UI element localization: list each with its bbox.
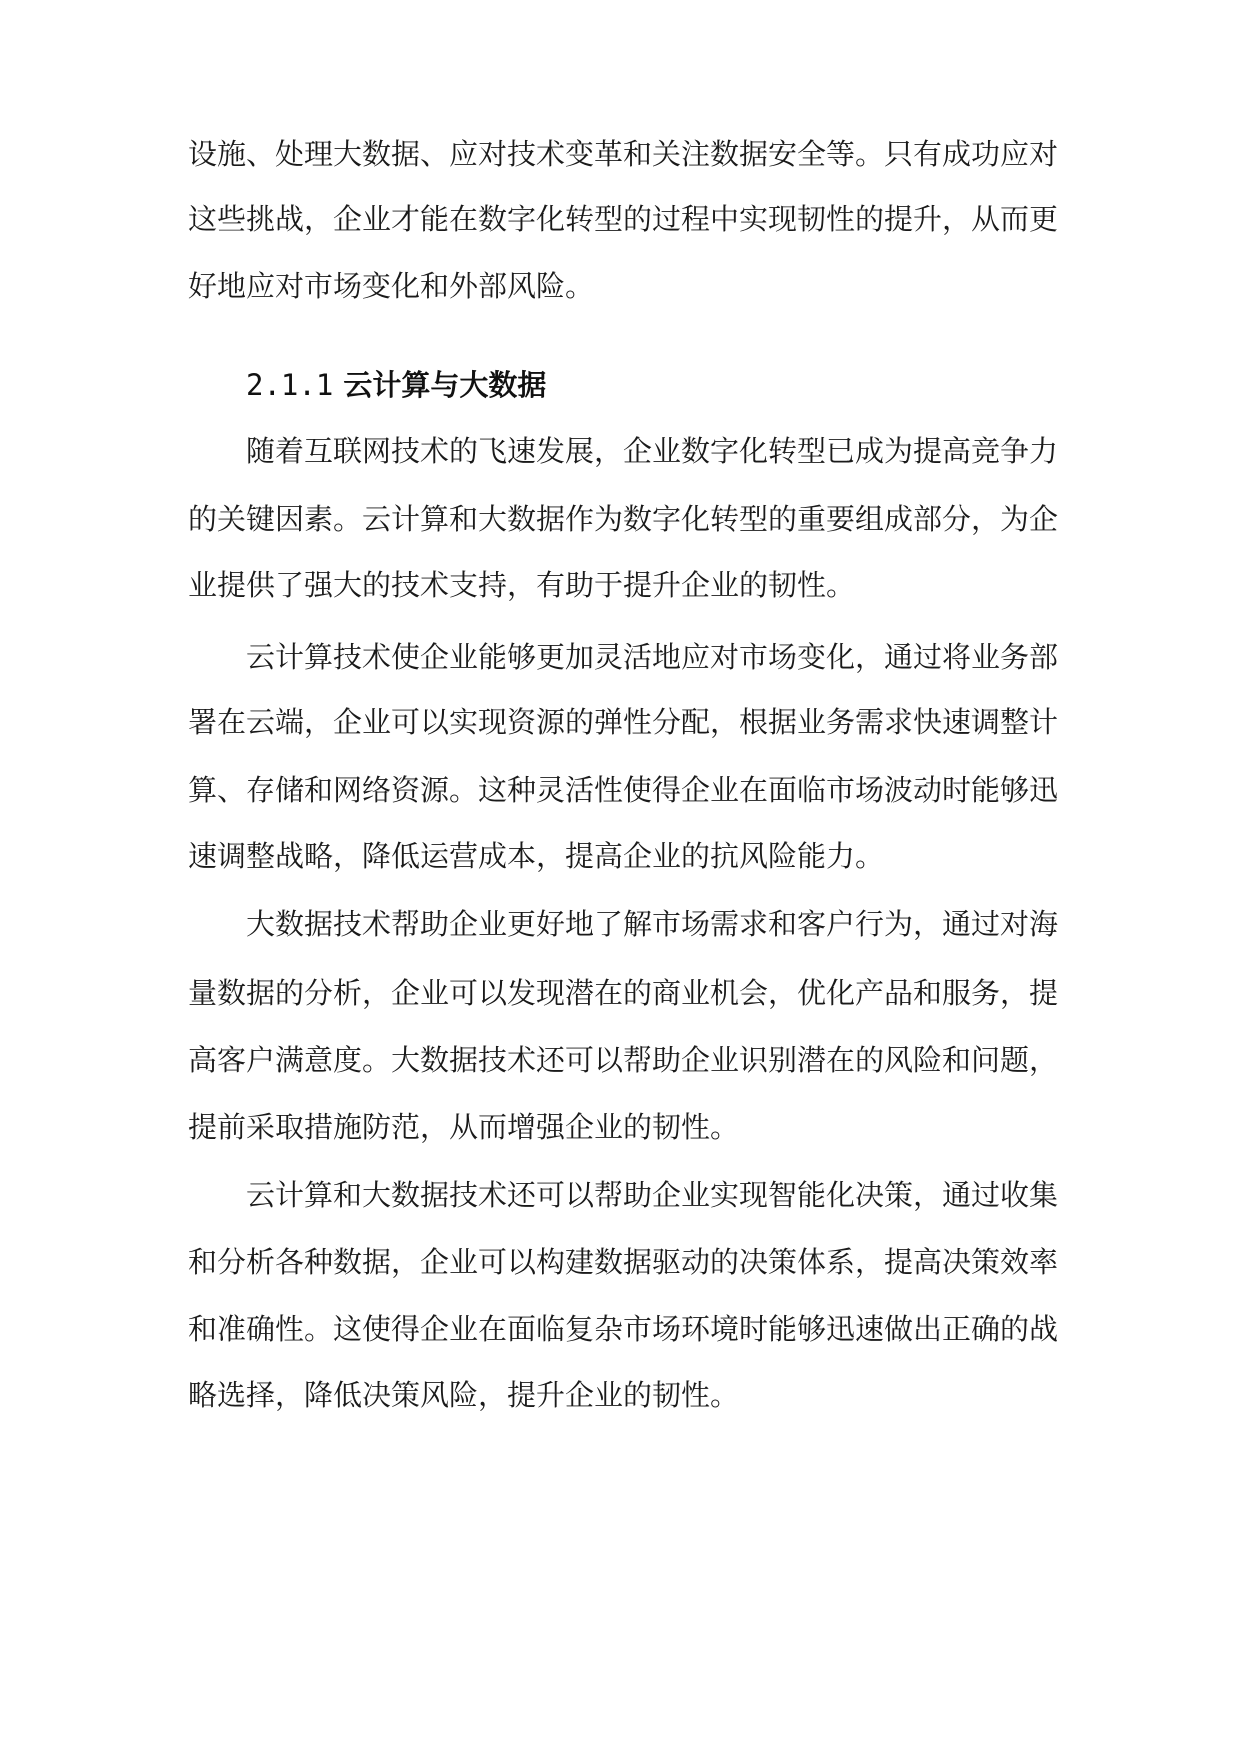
paragraph-1-line-3: 业提供了强大的技术支持，有助于提升企业的韧性。 xyxy=(188,568,856,602)
paragraph-3-line-3: 高客户满意度。大数据技术还可以帮助企业识别潜在的风险和问题， xyxy=(188,1043,1059,1077)
paragraph-4-line-1: 云计算和大数据技术还可以帮助企业实现智能化决策，通过收集 xyxy=(246,1178,1059,1212)
paragraph-2-line-4: 速调整战略，降低运营成本，提高企业的抗风险能力。 xyxy=(188,839,885,873)
intro-line-3: 好地应对市场变化和外部风险。 xyxy=(188,269,595,303)
intro-line-1: 设施、处理大数据、应对技术变革和关注数据安全等。只有成功应对 xyxy=(188,137,1059,171)
section-title: 云计算与大数据 xyxy=(343,368,547,402)
paragraph-4-line-4: 略选择，降低决策风险，提升企业的韧性。 xyxy=(188,1378,740,1412)
paragraph-1-line-2: 的关键因素。云计算和大数据作为数字化转型的重要组成部分，为企 xyxy=(188,502,1059,536)
paragraph-4-line-3: 和准确性。这使得企业在面临复杂市场环境时能够迅速做出正确的战 xyxy=(188,1312,1059,1346)
paragraph-3-line-4: 提前采取措施防范，从而增强企业的韧性。 xyxy=(188,1110,740,1144)
paragraph-3-line-1: 大数据技术帮助企业更好地了解市场需求和客户行为，通过对海 xyxy=(246,907,1059,941)
paragraph-2-line-3: 算、存储和网络资源。这种灵活性使得企业在面临市场波动时能够迅 xyxy=(188,773,1059,807)
intro-line-2: 这些挑战，企业才能在数字化转型的过程中实现韧性的提升，从而更 xyxy=(188,202,1059,236)
section-number: 2.1.1 xyxy=(246,368,334,402)
paragraph-2-line-2: 署在云端，企业可以实现资源的弹性分配，根据业务需求快速调整计 xyxy=(188,705,1059,739)
paragraph-1-line-1: 随着互联网技术的飞速发展，企业数字化转型已成为提高竞争力 xyxy=(246,434,1059,468)
paragraph-3-line-2: 量数据的分析，企业可以发现潜在的商业机会，优化产品和服务，提 xyxy=(188,976,1059,1010)
paragraph-2-line-1: 云计算技术使企业能够更加灵活地应对市场变化，通过将业务部 xyxy=(246,640,1059,674)
section-heading xyxy=(246,368,547,402)
paragraph-4-line-2: 和分析各种数据，企业可以构建数据驱动的决策体系，提高决策效率 xyxy=(188,1245,1059,1279)
